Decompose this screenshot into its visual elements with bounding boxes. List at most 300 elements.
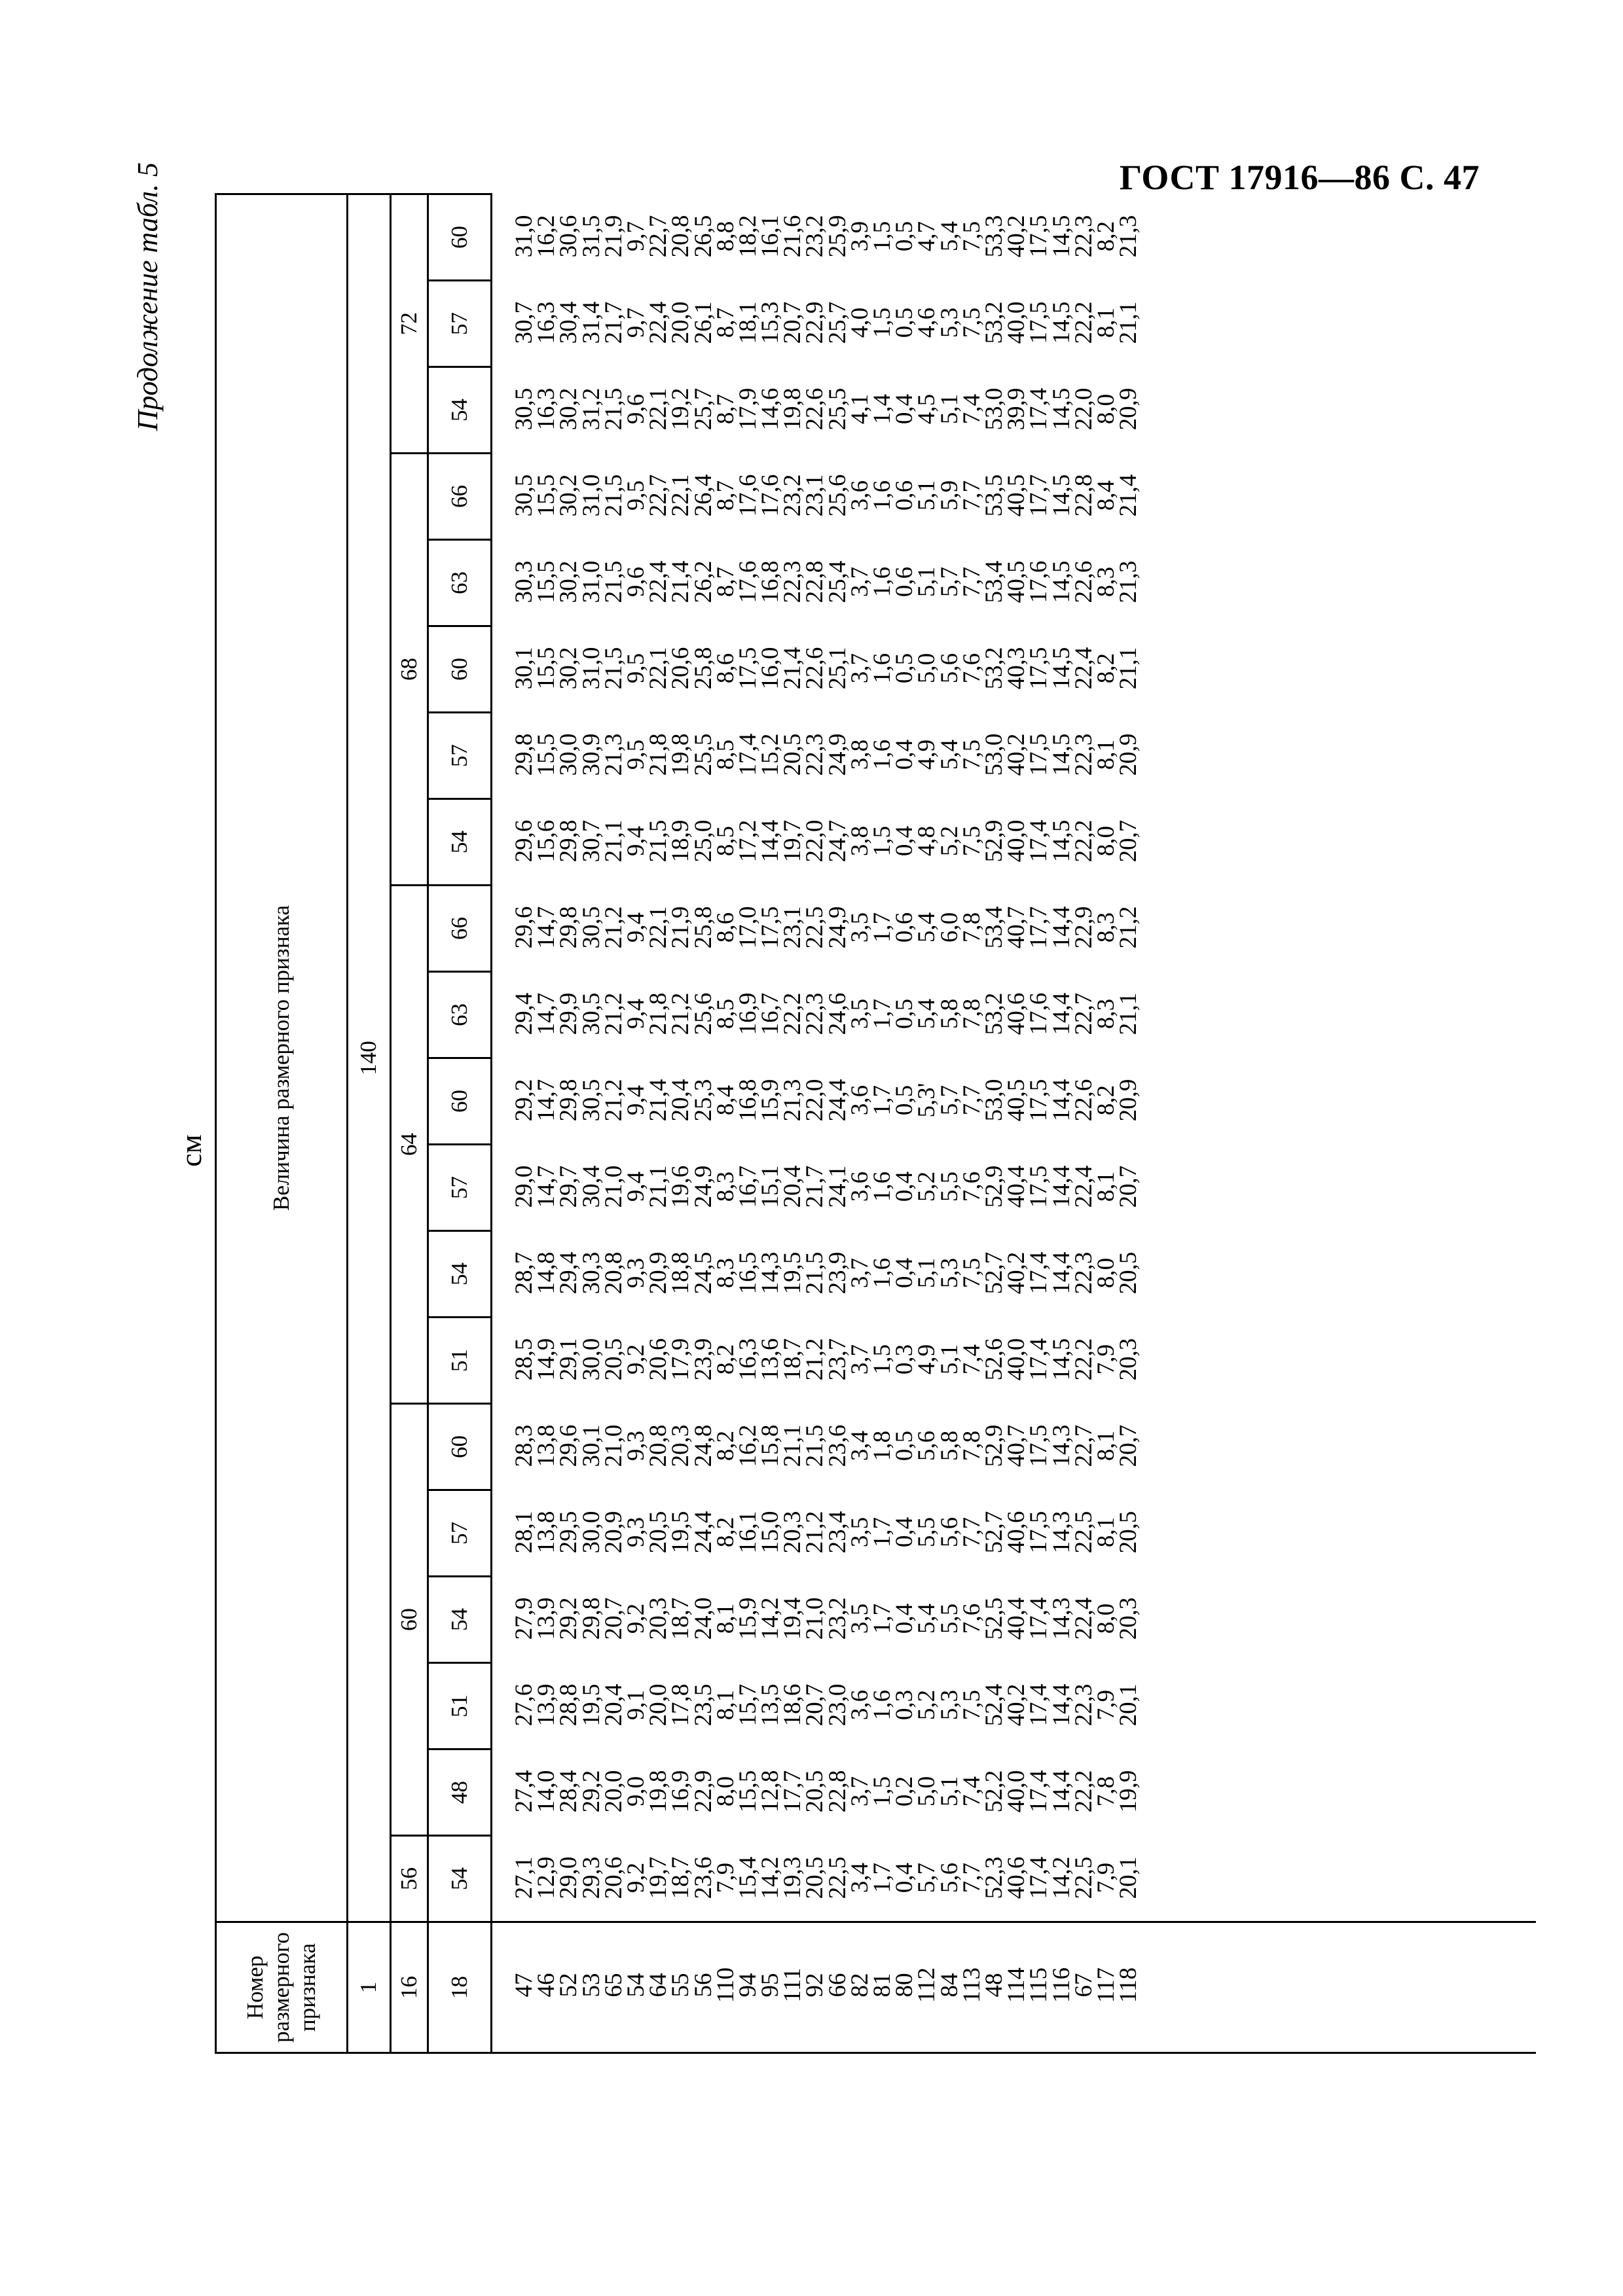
data-cell: 17,6 [1025,992,1053,1035]
data-cell: 13,9 [533,1683,560,1727]
data-cell: 16,8 [734,1079,761,1122]
data-cell: 8,7 [712,307,739,338]
column-header: 54 [446,1608,472,1631]
data-cell: 21,1 [779,1424,807,1467]
data-cell: 21,3 [600,733,627,776]
data-cell: 26,1 [689,301,717,344]
column-header: 48 [446,1781,472,1804]
data-cell: 21,2 [801,1338,829,1381]
row-label: 65 [600,1973,627,1998]
data-cell: 21,0 [600,1165,627,1208]
data-cell: 30,0 [555,733,583,776]
data-cell: 5,8 [936,998,963,1030]
data-cell: 16,2 [533,215,560,258]
data-cell: 4,9 [913,1344,941,1375]
data-cell: 5,8 [936,1430,963,1462]
data-cell: 3,6 [846,1085,873,1116]
data-cell: 1,7 [869,1085,896,1116]
data-cell: 8,3 [1092,912,1120,943]
data-cell: 1,5 [869,221,896,252]
data-cell: 14,3 [757,1251,784,1295]
data-cell: 17,4 [1025,1251,1053,1295]
stub-level2: 16 [395,1976,422,1999]
data-cell: 22,0 [1070,387,1097,431]
data-cell: 1,6 [869,480,896,511]
stub-level3: 18 [446,1976,472,1999]
data-cell: 0,4 [891,739,919,770]
data-cell: 5,4 [913,998,941,1030]
data-cell: 30,5 [577,992,605,1035]
row-label: 113 [958,1967,985,2003]
data-cell: 30,2 [555,560,583,603]
data-cell: 21,5 [645,819,672,863]
data-cell: 53,0 [980,733,1008,776]
data-cell: 21,0 [600,1424,627,1467]
data-cell: 22,3 [1070,1683,1097,1727]
data-cell: 16,8 [757,560,784,603]
data-cell: 7,8 [958,912,985,943]
data-cell: 0,5 [891,1430,919,1462]
column-header: 57 [446,1522,472,1545]
data-cell: 8,0 [1092,825,1120,857]
data-cell: 22,7 [1070,1424,1097,1467]
data-cell: 19,5 [779,1251,807,1295]
row-label: 82 [846,1973,873,1998]
data-cell: 18,6 [779,1683,807,1727]
data-cell: 14,3 [1048,1597,1075,1640]
data-cell: 25,6 [824,474,851,517]
data-cell: 8,1 [712,1603,739,1634]
data-cell: 24,8 [689,1424,717,1467]
data-cell: 28,7 [511,1251,538,1295]
data-cell: 40,6 [1003,992,1030,1035]
data-cell: 17,6 [757,474,784,517]
data-cell: 22,6 [801,387,829,431]
data-cell: 22,4 [1070,1165,1097,1208]
data-cell: 8,1 [1092,1430,1120,1462]
data-cell: 8,5 [712,739,739,770]
data-cell: 15,4 [734,1856,761,1899]
data-cell: 9,2 [622,1344,649,1375]
data-cell: 7,7 [958,566,985,598]
data-cell: 22,0 [801,1079,829,1122]
data-cell: 20,3 [645,1597,672,1640]
data-cell: 21,2 [600,992,627,1035]
data-cell: 53,5 [980,474,1008,517]
data-cell: 17,5 [734,647,761,690]
size-table [215,193,1536,2054]
data-cell: 29,4 [511,992,538,1035]
data-cell: 16,3 [734,1338,761,1381]
data-cell: 22,5 [1070,1511,1097,1554]
data-cell: 15,5 [533,474,560,517]
data-cell: 26,5 [689,215,717,258]
data-cell: 15,5 [533,733,560,776]
data-cell: 5,2 [936,825,963,857]
data-cell: 7,9 [712,1862,739,1893]
data-cell: 14,0 [533,1770,560,1813]
data-cell: 8,4 [712,1085,739,1116]
data-cell: 17,5 [757,906,784,949]
data-cell: 25,9 [824,215,851,258]
data-cell: 14,5 [1048,647,1075,690]
data-cell: 8,2 [712,1516,739,1548]
data-cell: 3,6 [846,1171,873,1202]
data-column [513,1837,1140,1919]
data-cell: 14,5 [1048,733,1075,776]
data-cell: 9,5 [622,653,649,684]
data-cell: 14,5 [1048,1338,1075,1381]
data-cell: 29,0 [555,1856,583,1899]
data-cell: 15,2 [757,733,784,776]
data-cell: 8,4 [1092,480,1120,511]
data-cell: 25,3 [689,1079,717,1122]
data-cell: 5,6 [913,1430,941,1462]
data-cell: 8,1 [1092,1171,1120,1202]
data-cell: 22,2 [1070,1338,1097,1381]
data-cell: 23,5 [689,1683,717,1727]
data-cell: 29,0 [511,1165,538,1208]
data-cell: 5,0 [913,1776,941,1807]
data-cell: 20,9 [1115,733,1142,776]
data-cell: 22,9 [801,301,829,344]
data-cell: 22,5 [801,906,829,949]
data-cell: 21,5 [801,1251,829,1295]
data-cell: 23,0 [824,1683,851,1727]
data-cell: 53,0 [980,387,1008,431]
data-cell: 21,5 [600,474,627,517]
row-label: 114 [1003,1967,1030,2003]
data-cell: 25,8 [689,906,717,949]
data-cell: 22,3 [801,733,829,776]
data-cell: 9,5 [622,480,649,511]
data-cell: 7,8 [1092,1776,1120,1807]
data-cell: 29,4 [555,1251,583,1295]
data-cell: 0,3 [891,1689,919,1721]
data-cell: 14,7 [533,906,560,949]
data-cell: 23,7 [824,1338,851,1381]
row-label: 66 [824,1973,851,1998]
data-cell: 22,7 [645,215,672,258]
data-cell: 9,4 [622,1171,649,1202]
data-cell: 7,7 [958,480,985,511]
data-cell: 17,4 [1025,1683,1053,1727]
data-cell: 17,5 [1025,1165,1053,1208]
data-cell: 30,3 [511,560,538,603]
data-cell: 5,2 [913,1171,941,1202]
data-cell: 20,0 [667,301,695,344]
row-label: 67 [1070,1973,1097,1998]
data-cell: 21,2 [600,906,627,949]
data-cell: 30,5 [511,474,538,517]
data-cell: 29,6 [511,819,538,863]
data-cell: 21,5 [600,647,627,690]
data-cell: 23,6 [689,1856,717,1899]
data-cell: 20,3 [667,1424,695,1467]
data-cell: 40,0 [1003,301,1030,344]
data-cell: 29,6 [511,906,538,949]
data-cell: 29,5 [555,1511,583,1554]
data-cell: 5,1 [913,480,941,511]
data-cell: 53,3 [980,215,1008,258]
data-cell: 20,5 [645,1511,672,1554]
data-cell: 19,2 [667,387,695,431]
data-cell: 22,4 [1070,1597,1097,1640]
data-cell: 1,5 [869,1344,896,1375]
stub-header: Номер размерного признака [242,1932,321,2043]
data-column [513,1145,1140,1228]
data-cell: 40,7 [1003,906,1030,949]
data-cell: 52,4 [980,1683,1008,1727]
data-cell: 20,5 [1115,1511,1142,1554]
data-cell: 5,3' [913,1083,941,1118]
data-cell: 22,8 [801,560,829,603]
data-cell: 0,6 [891,912,919,943]
data-cell: 0,2 [891,1776,919,1807]
data-cell: 5,6 [936,1862,963,1893]
data-cell: 1,5 [869,1776,896,1807]
data-cell: 7,7 [958,1516,985,1548]
row-label: 47 [511,1973,538,1998]
data-cell: 19,3 [779,1856,807,1899]
data-cell: 21,9 [667,906,695,949]
data-cell: 53,4 [980,906,1008,949]
data-cell: 3,4 [846,1430,873,1462]
data-cell: 3,6 [846,480,873,511]
data-cell: 29,8 [511,733,538,776]
unit-label: см [174,1134,208,1167]
data-cell: 5,3 [936,1689,963,1721]
data-cell: 21,1 [1115,301,1142,344]
data-cell: 1,7 [869,912,896,943]
row-label: 115 [1025,1967,1053,2003]
column-header: 57 [446,744,472,767]
data-cell: 15,5 [533,647,560,690]
data-cell: 22,3 [779,560,807,603]
data-cell: 8,7 [712,566,739,598]
data-cell: 17,5 [1025,215,1053,258]
data-cell: 15,8 [757,1424,784,1467]
data-cell: 5,9 [936,480,963,511]
data-cell: 52,5 [980,1597,1008,1640]
data-cell: 21,0 [801,1597,829,1640]
data-cell: 15,0 [757,1511,784,1554]
data-cell: 15,9 [734,1597,761,1640]
data-cell: 3,7 [846,566,873,598]
data-cell: 13,8 [533,1511,560,1554]
row-label: 80 [891,1973,919,1998]
data-cell: 29,9 [555,992,583,1035]
data-cell: 8,0 [712,1776,739,1807]
data-cell: 19,7 [645,1856,672,1899]
data-cell: 20,6 [600,1856,627,1899]
data-cell: 5,1 [913,1257,941,1289]
data-cell: 40,2 [1003,215,1030,258]
data-cell: 31,0 [511,215,538,258]
data-cell: 31,5 [577,215,605,258]
data-cell: 9,4 [622,912,649,943]
data-cell: 22,9 [689,1770,717,1813]
data-cell: 21,5 [600,387,627,431]
row-label: 81 [869,1973,896,1998]
data-cell: 5,5 [936,1171,963,1202]
column-header: 51 [446,1349,472,1372]
data-cell: 22,7 [645,474,672,517]
data-cell: 9,3 [622,1516,649,1548]
data-cell: 23,2 [779,474,807,517]
data-cell: 22,5 [1070,1856,1097,1899]
data-cell: 52,2 [980,1770,1008,1813]
data-cell: 19,8 [667,733,695,776]
data-cell: 1,7 [869,1862,896,1893]
row-label: 56 [689,1973,717,1998]
data-cell: 14,4 [1048,1251,1075,1295]
data-cell: 7,6 [958,653,985,684]
data-cell: 8,7 [712,393,739,425]
data-cell: 21,4 [645,1079,672,1122]
data-column [513,800,1140,882]
data-column [513,195,1140,278]
page-header: ГОСТ 17916—86 С. 47 [1119,158,1480,197]
data-cell: 20,7 [801,1683,829,1727]
data-cell: 52,3 [980,1856,1008,1899]
data-cell: 18,2 [734,215,761,258]
data-cell: 9,7 [622,221,649,252]
data-cell: 17,4 [1025,819,1053,863]
data-cell: 16,9 [667,1770,695,1813]
data-cell: 40,2 [1003,733,1030,776]
data-cell: 20,9 [600,1511,627,1554]
data-cell: 21,8 [645,733,672,776]
data-cell: 15,5 [734,1770,761,1813]
data-cell: 20,3 [1115,1597,1142,1640]
data-cell: 9,0 [622,1776,649,1807]
data-cell: 40,7 [1003,1424,1030,1467]
data-cell: 22,1 [645,647,672,690]
data-cell: 0,4 [891,1862,919,1893]
data-cell: 23,1 [801,474,829,517]
data-cell: 7,9 [1092,1344,1120,1375]
data-cell: 15,9 [757,1079,784,1122]
data-cell: 17,4 [1025,1856,1053,1899]
data-cell: 29,8 [555,906,583,949]
data-cell: 4,8 [913,825,941,857]
data-cell: 8,7 [712,480,739,511]
data-cell: 16,5 [734,1251,761,1295]
column-header: 57 [446,312,472,335]
data-cell: 8,1 [1092,1516,1120,1548]
data-cell: 1,7 [869,1516,896,1548]
data-cell: 7,5 [958,221,985,252]
data-cell: 28,3 [511,1424,538,1467]
column-header: 63 [446,571,472,594]
data-cell: 21,3 [1115,560,1142,603]
data-cell: 23,9 [824,1251,851,1295]
data-cell: 17,9 [734,387,761,431]
data-cell: 20,8 [667,215,695,258]
data-cell: 25,8 [689,647,717,690]
data-cell: 18,1 [734,301,761,344]
data-cell: 31,0 [577,647,605,690]
data-cell: 25,7 [824,301,851,344]
data-cell: 20,7 [1115,1424,1142,1467]
data-cell: 30,5 [577,906,605,949]
data-cell: 20,8 [600,1251,627,1295]
row-label: 110 [712,1967,739,2003]
row-label: 55 [667,1973,695,1998]
data-cell: 6,0 [936,912,963,943]
data-cell: 19,5 [667,1511,695,1554]
data-cell: 4,9 [913,739,941,770]
data-cell: 5,5 [913,1516,941,1548]
data-cell: 53,2 [980,992,1008,1035]
row-label: 118 [1115,1967,1142,2003]
data-cell: 40,0 [1003,1338,1030,1381]
data-cell: 1,6 [869,1257,896,1289]
data-cell: 3,7 [846,1776,873,1807]
data-cell: 22,4 [1070,647,1097,690]
data-cell: 27,9 [511,1597,538,1640]
data-cell: 3,7 [846,1257,873,1289]
data-cell: 16,1 [734,1511,761,1554]
data-cell: 14,2 [1048,1856,1075,1899]
data-cell: 4,0 [846,307,873,338]
data-cell: 30,5 [511,387,538,431]
column-header: 54 [446,831,472,853]
data-cell: 24,9 [824,906,851,949]
data-column [513,973,1140,1055]
data-cell: 0,5 [891,221,919,252]
data-cell: 20,9 [645,1251,672,1295]
row-label: 112 [913,1967,941,2003]
data-cell: 23,4 [824,1511,851,1554]
data-cell: 5,7 [936,566,963,598]
data-cell: 3,8 [846,825,873,857]
data-cell: 52,7 [980,1511,1008,1554]
main-header: Величина размерного признака [268,905,294,1211]
data-cell: 14,5 [1048,387,1075,431]
data-cell: 9,3 [622,1257,649,1289]
data-cell: 20,9 [1115,387,1142,431]
data-cell: 15,5 [533,560,560,603]
data-cell: 40,2 [1003,1251,1030,1295]
data-cell: 16,2 [734,1424,761,1467]
data-cell: 52,9 [980,1424,1008,1467]
data-column [513,1491,1140,1573]
column-header: 66 [446,485,472,508]
data-cell: 0,5 [891,307,919,338]
data-cell: 29,1 [555,1338,583,1381]
data-cell: 0,6 [891,480,919,511]
data-cell: 0,6 [891,566,919,598]
data-cell: 5,4 [913,1603,941,1634]
data-cell: 8,2 [1092,1085,1120,1116]
data-cell: 4,6 [913,307,941,338]
data-cell: 5,0 [913,653,941,684]
data-cell: 16,0 [757,647,784,690]
data-cell: 22,3 [801,992,829,1035]
data-cell: 9,7 [622,307,649,338]
data-cell: 17,4 [1025,1770,1053,1813]
data-cell: 9,4 [622,825,649,857]
data-cell: 1,6 [869,1171,896,1202]
data-cell: 20,5 [801,1856,829,1899]
data-cell: 30,1 [577,1424,605,1467]
data-cell: 1,6 [869,1689,896,1721]
row-labels [513,1943,1140,2028]
data-cell: 7,5 [958,1689,985,1721]
group-header: 56 [395,1867,422,1890]
